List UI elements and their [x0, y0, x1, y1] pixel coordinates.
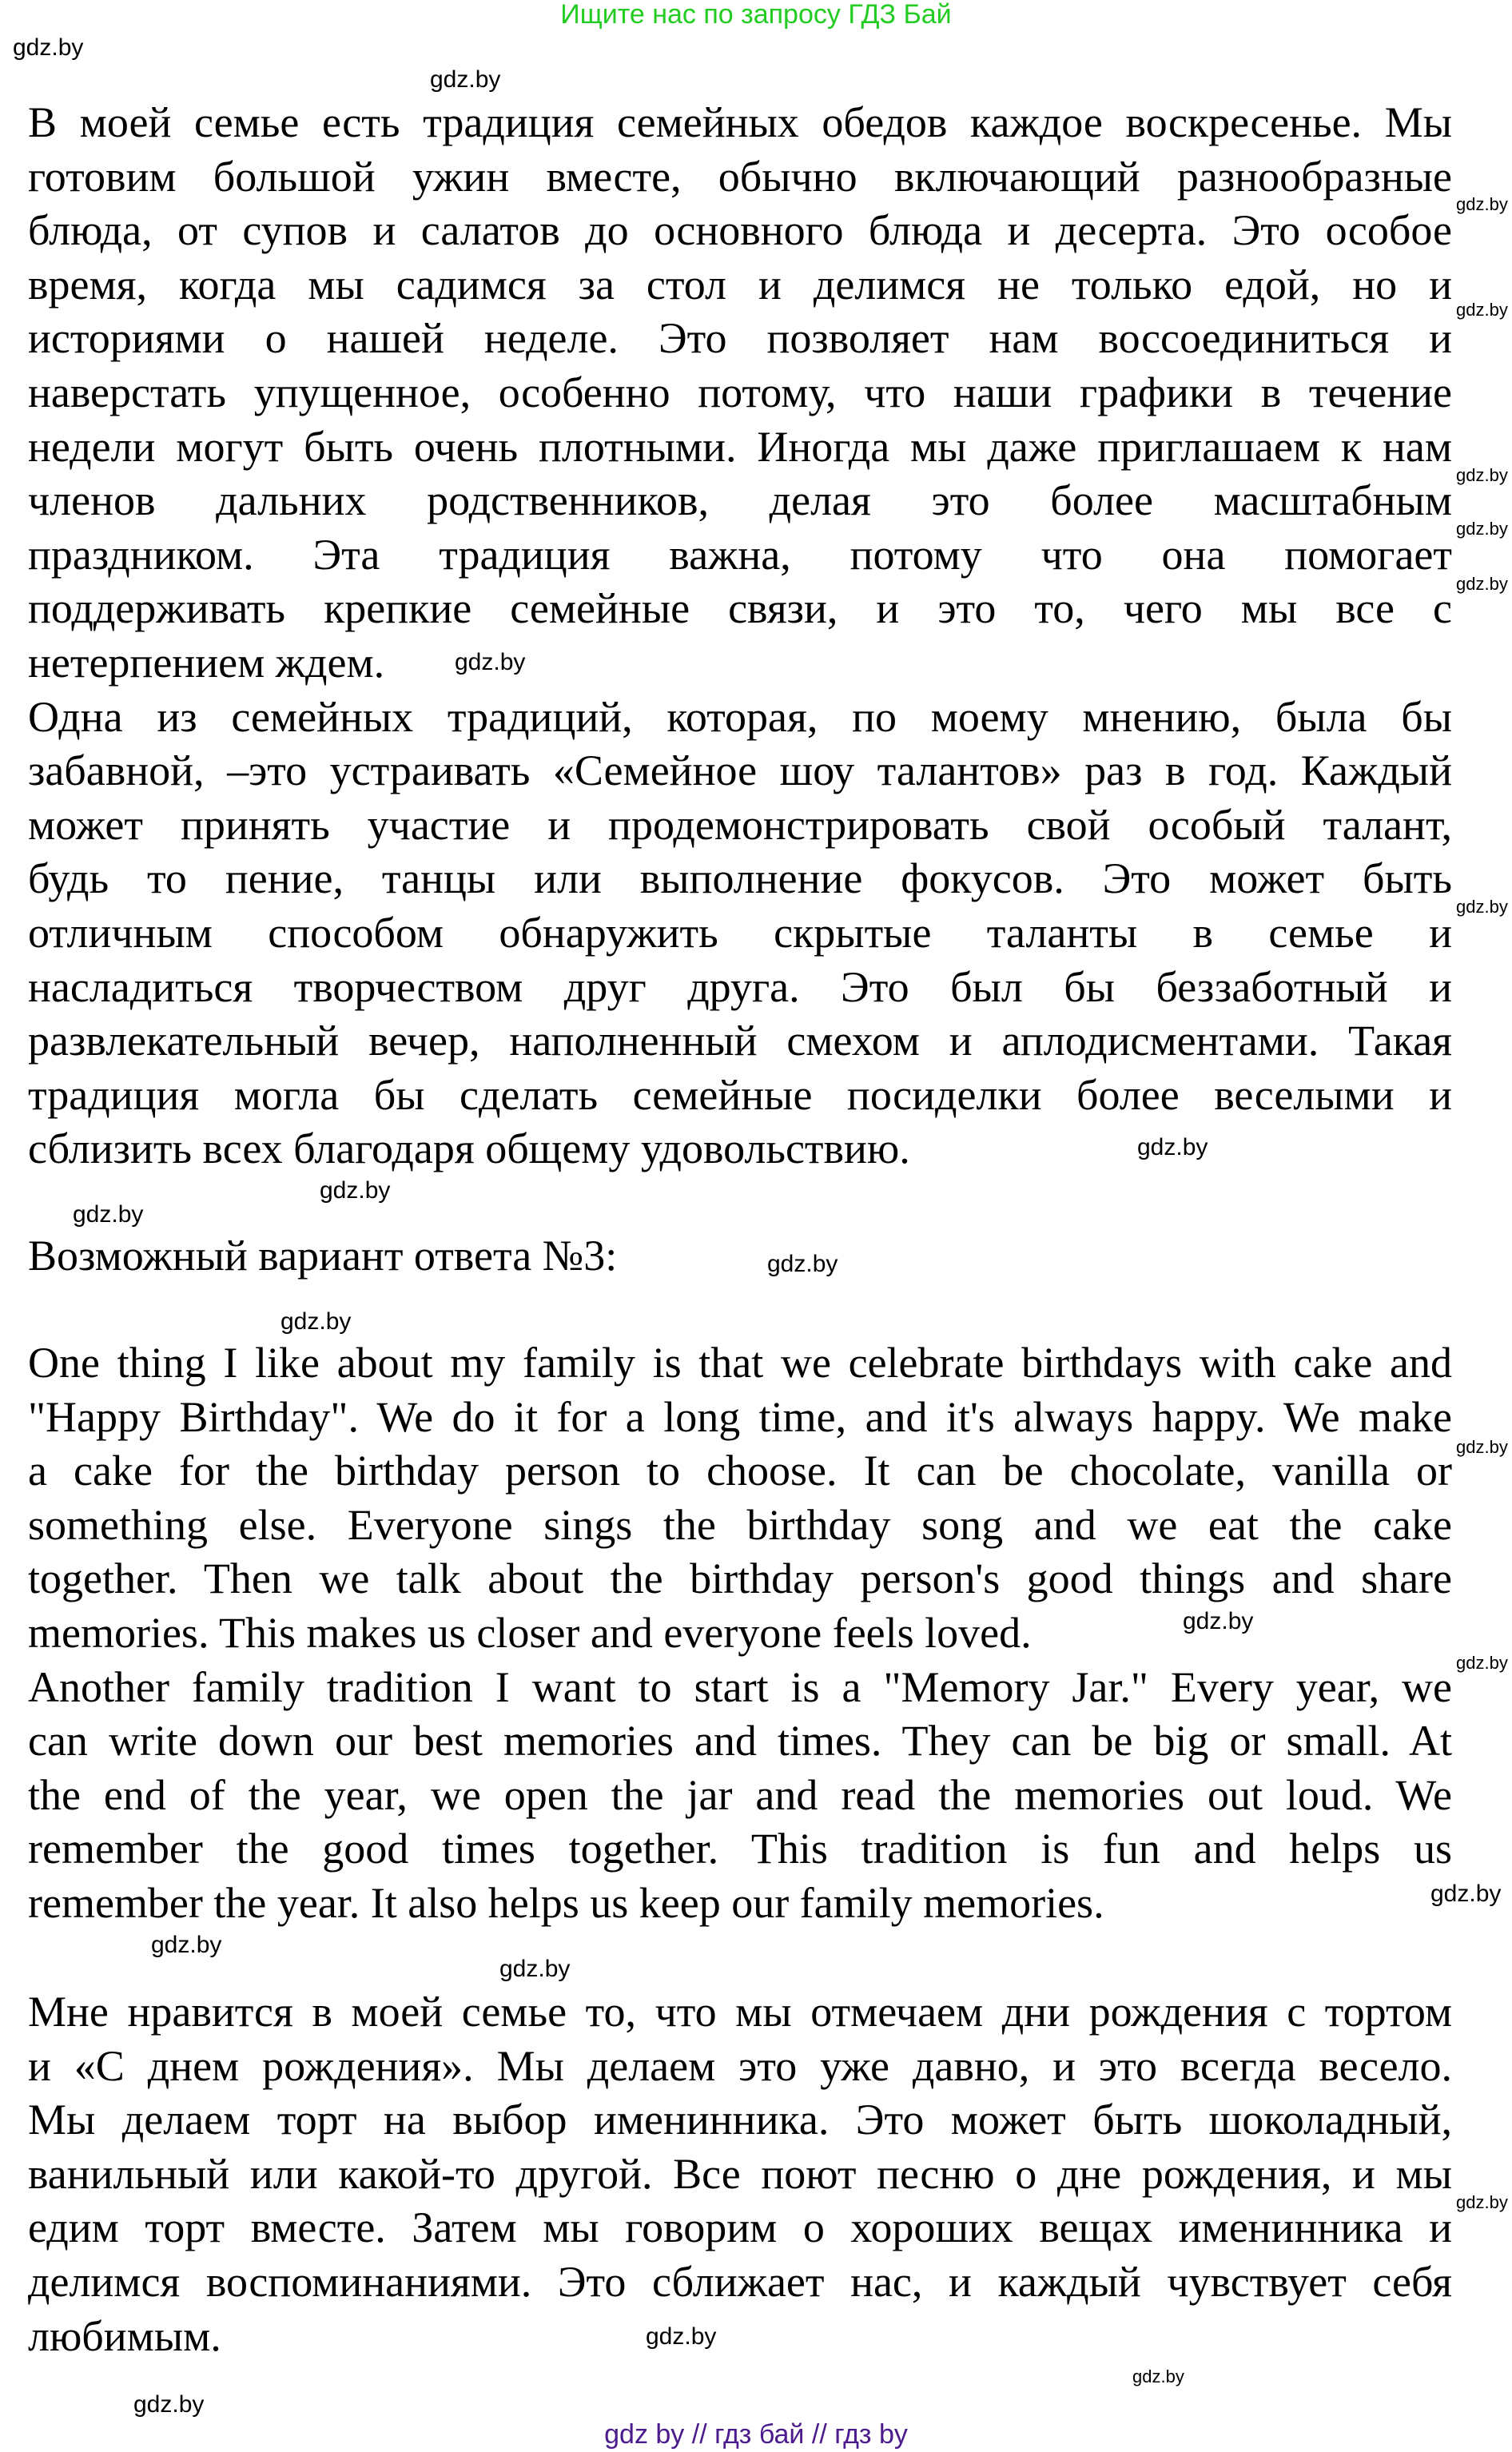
text-line: remember the good times together. This tradition is fun and helps us [28, 1825, 1452, 1873]
text-line: традиция могла бы сделать семейные посиделки более веселыми и [28, 1070, 1452, 1119]
text-line: историями о нашей неделе. Это позволяет нам воссоединиться и [28, 314, 1452, 363]
text-line: делимся воспоминаниями. Это сближает нас, и каждый чувствует себя [28, 2257, 1452, 2306]
watermark: gdz.by [1456, 2192, 1508, 2212]
text-line: членов дальних родственников, делая это более масштабным [28, 476, 1452, 525]
text-line: can write down our best memories and times. They can be big or small. At [28, 1717, 1452, 1765]
text-line: будь то пение, танцы или выполнение фокусов. Это может быть [28, 854, 1452, 903]
watermark: gdz.by [1183, 1608, 1254, 1634]
watermark: gdz.by [499, 1956, 571, 1982]
watermark: gdz.by [73, 1201, 144, 1228]
watermark: gdz.by [1137, 1134, 1208, 1160]
watermark: gdz.by [646, 2323, 717, 2350]
answer-text-russian-2 [28, 1985, 1452, 2363]
text-line: ванильный или какой-то другой. Все поют песню о дне рождения, и мы [28, 2149, 1452, 2198]
watermark: gdz.by [1456, 519, 1508, 539]
footer-links: gdz by // гдз бай // гдз by [604, 2419, 908, 2450]
watermark: gdz.by [1456, 1437, 1508, 1457]
watermark: gdz.by [151, 1932, 222, 1958]
watermark: gdz.by [133, 2391, 205, 2418]
text-line: memories. This makes us closer and everyone feels loved. [28, 1608, 1032, 1657]
answer-variant-heading: Возможный вариант ответа №3: [28, 1232, 618, 1280]
text-line: a cake for the birthday person to choose. It can be chocolate, vanilla or [28, 1447, 1452, 1495]
answer-text-russian-1 [28, 96, 1452, 1176]
watermark: gdz.by [1132, 2366, 1184, 2386]
watermark: gdz.by [767, 1251, 838, 1277]
watermark: gdz.by [1456, 465, 1508, 485]
watermark: gdz.by [1456, 574, 1508, 594]
text-line: и «С днем рождения». Мы делаем это уже давно, и это всегда весело. [28, 2041, 1452, 2090]
watermark: gdz.by [1430, 1881, 1502, 1907]
text-line: недели могут быть очень плотными. Иногда мы даже приглашаем к нам [28, 422, 1452, 471]
text-line: Одна из семейных традиций, которая, по моему мнению, была бы [28, 692, 1452, 741]
watermark: gdz.by [1456, 194, 1508, 214]
text-line: забавной, –это устраивать «Семейное шоу талантов» раз в год. Каждый [28, 746, 1452, 795]
text-line: развлекательный вечер, наполненный смехом и аплодисментами. Такая [28, 1017, 1452, 1065]
text-line: В моей семье есть традиция семейных обедов каждое воскресенье. Мы [28, 98, 1452, 146]
text-line: нетерпением ждем. [28, 638, 385, 687]
text-line: Мне нравится в моей семье то, что мы отмечаем дни рождения с тортом [28, 1988, 1452, 2036]
watermark: gdz.by [281, 1308, 352, 1335]
text-line: сблизить всех благодаря общему удовольствию. [28, 1124, 910, 1173]
text-line: любимым. [28, 2311, 221, 2360]
text-line: может принять участие и продемонстрировать свой особый талант, [28, 800, 1452, 849]
text-line: отличным способом обнаружить скрытые таланты в семье и [28, 908, 1452, 957]
watermark: gdz.by [1456, 1653, 1508, 1673]
watermark: gdz.by [1456, 300, 1508, 320]
text-line: праздником. Эта традиция важна, потому что она помогает [28, 530, 1452, 579]
text-line: something else. Everyone sings the birthday song and we eat the cake [28, 1500, 1452, 1549]
text-line: Another family tradition I want to start is a "Memory Jar." Every year, we [28, 1662, 1452, 1711]
text-line: поддерживать крепкие семейные связи, и это то, чего мы все с [28, 584, 1452, 633]
watermark: gdz.by [1456, 897, 1508, 917]
watermark: gdz.by [430, 66, 501, 93]
text-line: remember the year. It also helps us keep our family memories. [28, 1878, 1104, 1927]
text-line: the end of the year, we open the jar and read the memories out loud. We [28, 1770, 1452, 1819]
text-line: время, когда мы садимся за стол и делимся не только едой, но и [28, 260, 1452, 308]
watermark: gdz.by [320, 1177, 391, 1204]
text-line: together. Then we talk about the birthday person's good things and share [28, 1554, 1452, 1603]
text-line: наверстать упущенное, особенно потому, что наши графики в течение [28, 368, 1452, 416]
text-line: насладиться творчеством друг друга. Это был бы беззаботный и [28, 962, 1452, 1011]
text-line: Мы делаем торт на выбор именинника. Это может быть шоколадный, [28, 2096, 1452, 2144]
watermark: gdz.by [13, 34, 84, 61]
text-line: "Happy Birthday". We do it for a long time, and it's always happy. We make [28, 1392, 1452, 1441]
text-line: блюда, от супов и салатов до основного блюда и десерта. Это особое [28, 206, 1452, 255]
text-line: едим торт вместе. Затем мы говорим о хороших вещах именинника и [28, 2203, 1452, 2252]
watermark: gdz.by [455, 649, 526, 675]
text-line: One thing I like about my family is that we celebrate birthdays with cake and [28, 1339, 1452, 1387]
search-hint-banner: Ищите нас по запросу ГДЗ Бай [560, 0, 952, 30]
text-line: готовим большой ужин вместе, обычно включающий разнообразные [28, 152, 1452, 201]
